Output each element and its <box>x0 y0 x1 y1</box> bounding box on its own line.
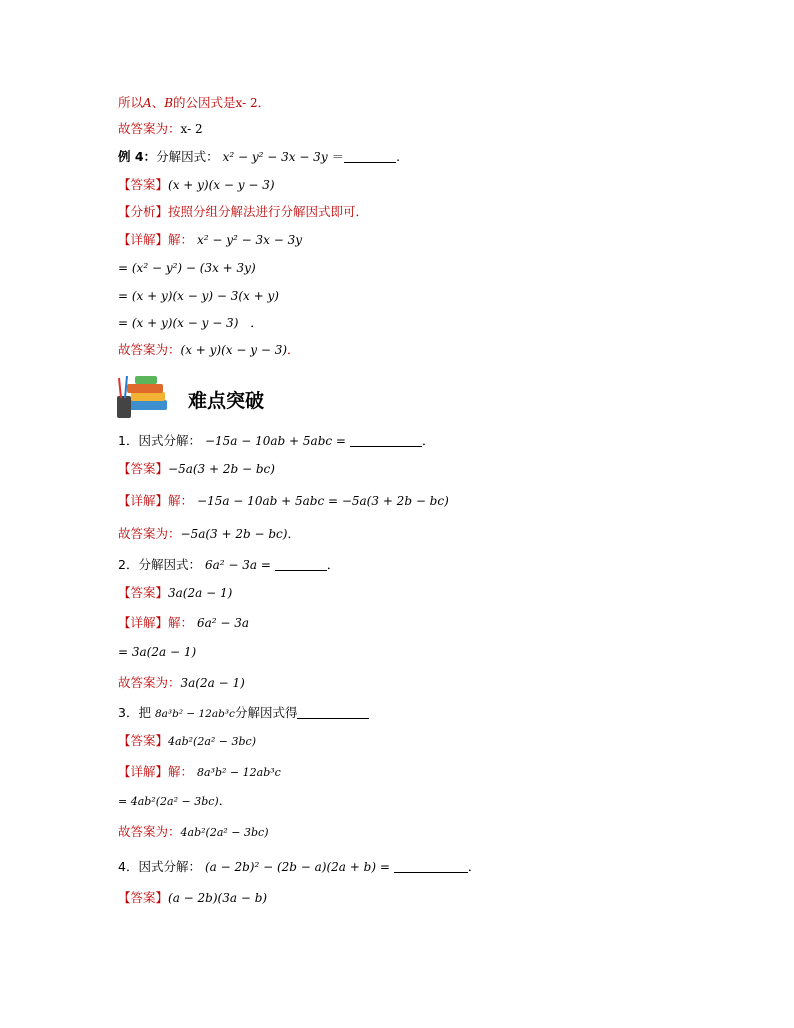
example-4-final: 故答案为：(x + y)(x − y − 3)． <box>118 342 300 357</box>
problem-1-answer: 【答案】−5a(3 + 2b − bc) <box>118 461 275 476</box>
example-4-answer: 【答案】(x + y)(x − y − 3) <box>118 177 275 192</box>
problem-1-final: 故答案为：−5a(3 + 2b − bc)． <box>118 526 300 541</box>
answer-blank[interactable] <box>275 556 327 571</box>
section-title: 难点突破 <box>188 390 265 412</box>
problem-1-question: 1．因式分解： −15a − 10ab + 5abc = ． <box>118 433 435 448</box>
step-1: = (x² − y²) − (3x + 3y) <box>118 261 256 275</box>
step-3: = (x + y)(x − y − 3) ． <box>118 315 263 330</box>
example-4-question: 例 4：分解因式： x² − y² − 3x − 3y ＝ . <box>118 149 401 164</box>
conclusion-line: 所以A、B的公因式是x- 2． <box>118 95 271 110</box>
answer-blank[interactable] <box>344 148 396 163</box>
problem-3-answer: 【答案】4ab²(2a² − 3bc) <box>118 733 256 748</box>
problem-2-step: = 3a(2a − 1) <box>118 645 197 659</box>
example-4-analysis: 【分析】按照分组分解法进行分解因式即可． <box>118 204 369 219</box>
step-2: = (x + y)(x − y) − 3(x + y) <box>118 289 279 303</box>
answer-line: 故答案为：x- 2 <box>118 121 203 136</box>
problem-3-detail: 【详解】解： 8a³b² − 12ab³c <box>118 764 281 779</box>
answer-blank[interactable] <box>297 704 369 719</box>
problem-2-question: 2．分解因式： 6a² − 3a = ． <box>118 557 340 572</box>
problem-4-question: 4．因式分解： (a − 2b)² − (2b − a)(2a + b) = ． <box>118 859 481 874</box>
problem-1-detail: 【详解】解： −15a − 10ab + 5abc = −5a(3 + 2b − bc) <box>118 493 449 508</box>
answer-blank[interactable] <box>350 432 422 447</box>
problem-2-final: 故答案为：3a(2a − 1) <box>118 675 245 690</box>
books-icon <box>115 370 171 420</box>
example-4-detail: 【详解】解： x² − y² − 3x − 3y <box>118 232 303 247</box>
problem-3-question: 3．把 8a³b² − 12ab³c分解因式得 <box>118 704 369 723</box>
problem-2-detail: 【详解】解： 6a² − 3a <box>118 615 250 630</box>
problem-3-final: 故答案为：4ab²(2a² − 3bc) <box>118 824 269 839</box>
problem-2-answer: 【答案】3a(2a − 1) <box>118 585 233 600</box>
problem-4-answer: 【答案】(a − 2b)(3a − b) <box>118 890 268 905</box>
answer-blank[interactable] <box>394 858 468 873</box>
problem-3-step: = 4ab²(2a² − 3bc)． <box>118 793 232 808</box>
